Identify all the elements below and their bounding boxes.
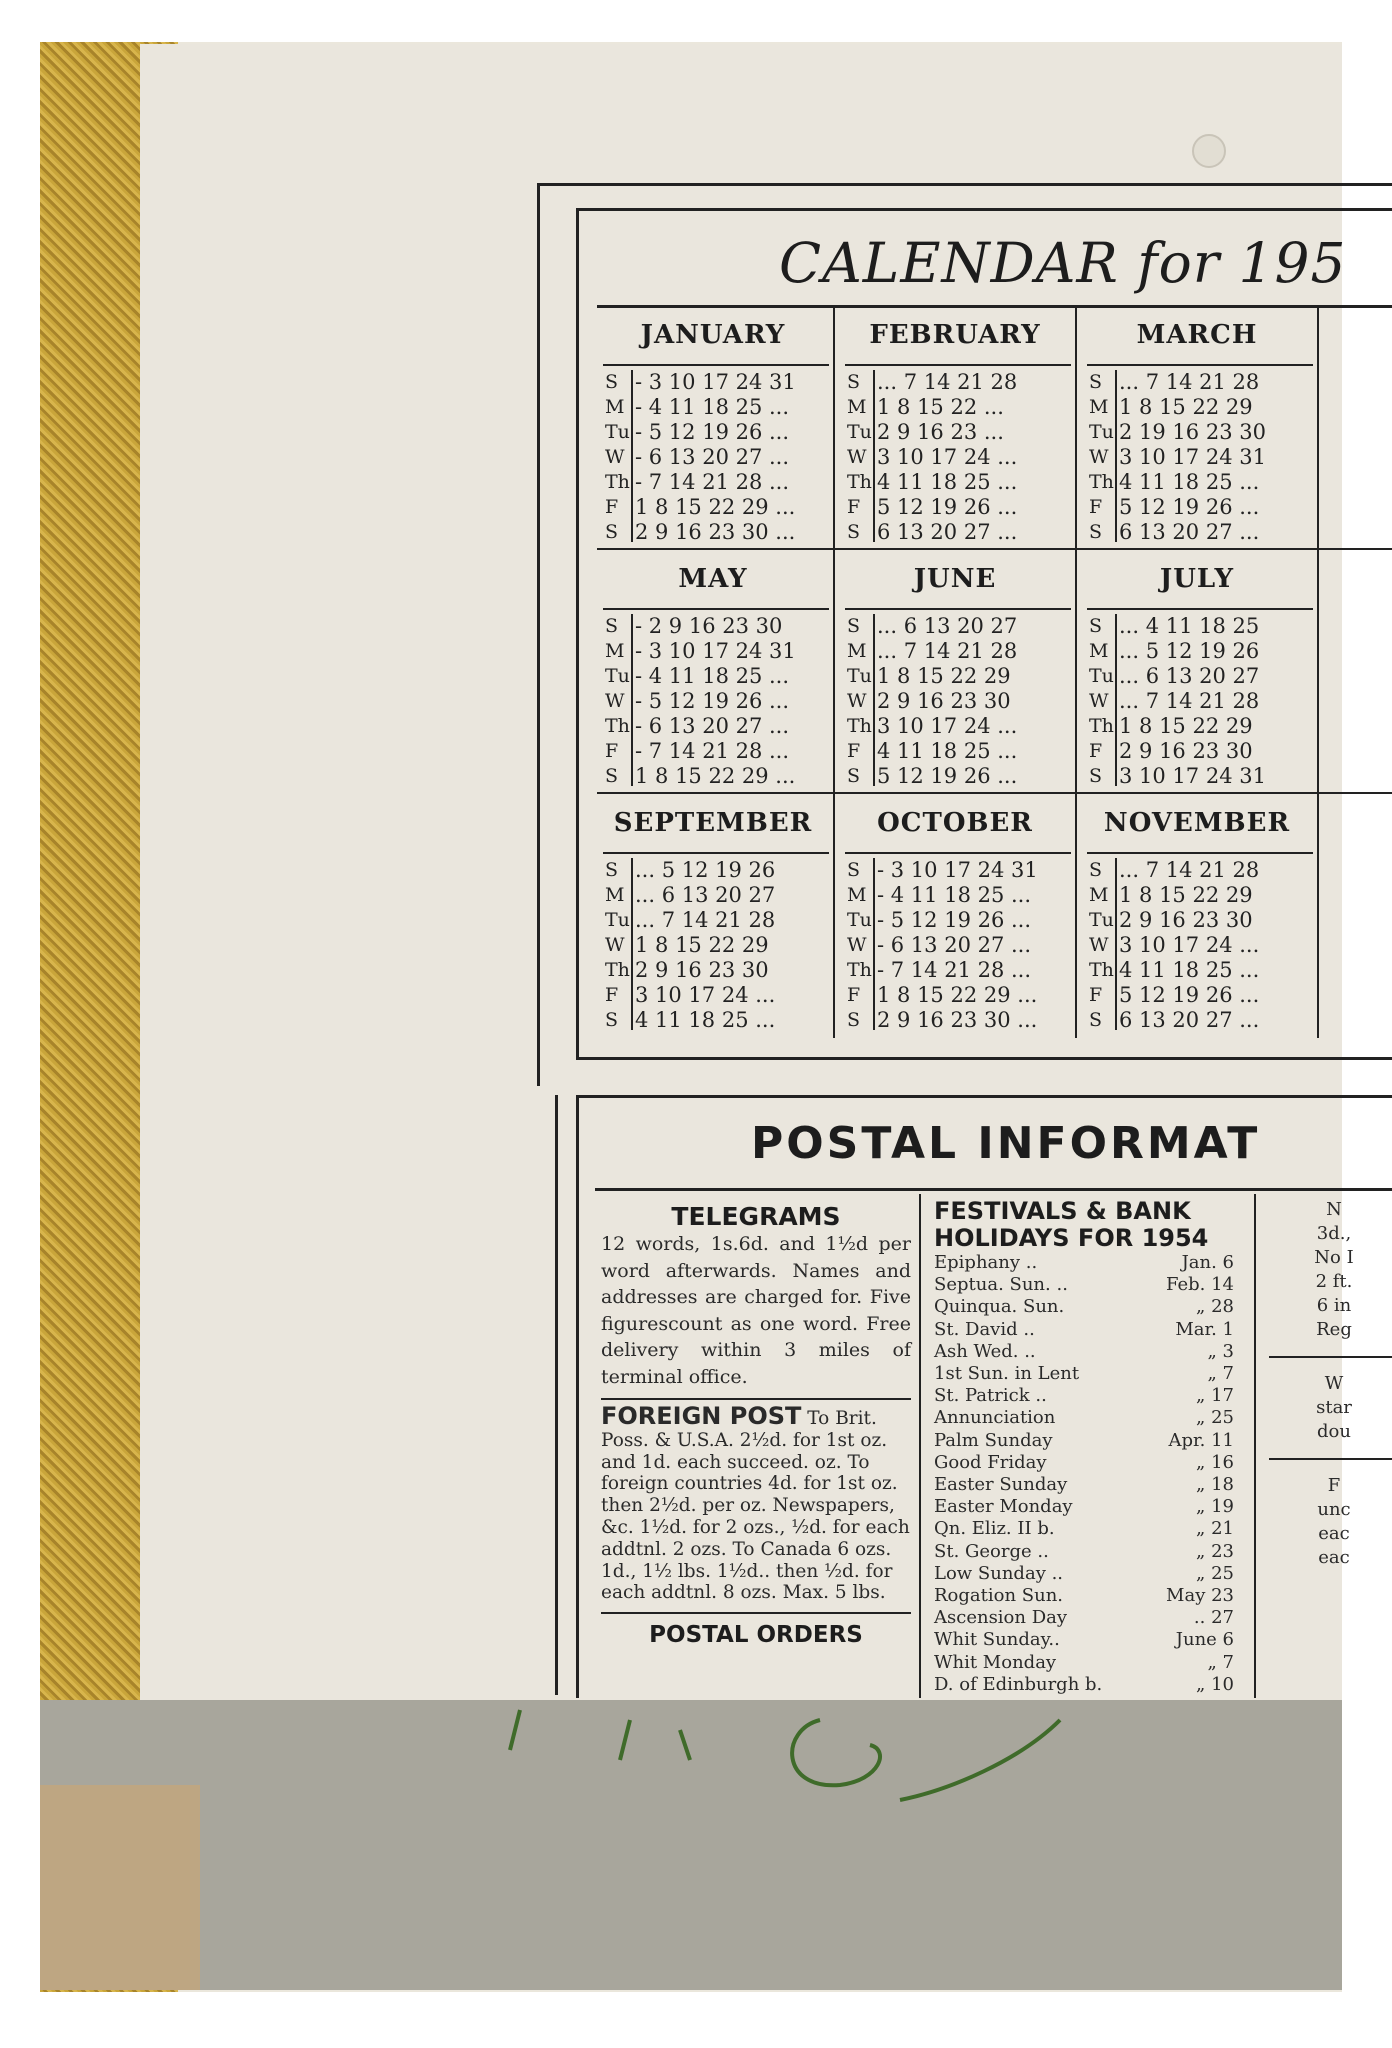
festival-name: Whit Sunday.. bbox=[934, 1629, 1060, 1651]
weekday: Th bbox=[605, 715, 630, 737]
cut-text: dou bbox=[1317, 1421, 1351, 1442]
festival-row bbox=[934, 1341, 1234, 1363]
weekday: Tu bbox=[847, 665, 872, 687]
month-table bbox=[845, 364, 1071, 546]
weekday-column bbox=[847, 614, 875, 786]
festival-date: „ 10 bbox=[1196, 1673, 1234, 1695]
weekday: Th bbox=[1089, 471, 1114, 493]
festival-row bbox=[934, 1296, 1234, 1318]
date-row: ... 7 14 21 28 bbox=[1119, 689, 1260, 713]
weekday: S bbox=[847, 521, 861, 543]
weekday: W bbox=[605, 934, 625, 956]
weekday: S bbox=[1089, 765, 1103, 787]
month-september bbox=[597, 796, 829, 1038]
date-row: ... 7 14 21 28 bbox=[1119, 858, 1260, 882]
weekday: F bbox=[1089, 984, 1103, 1006]
festival-date: Apr. 11 bbox=[1168, 1429, 1234, 1451]
weekday: W bbox=[847, 446, 867, 468]
festival-date: „ 28 bbox=[1196, 1296, 1234, 1318]
date-row: 6 13 20 27 ... bbox=[1119, 520, 1260, 544]
postal-title: POSTAL INFORMAT bbox=[751, 1118, 1261, 1169]
weekday: F bbox=[605, 496, 619, 518]
date-row: - 5 12 19 26 ... bbox=[635, 689, 790, 713]
festival-name: Rogation Sun. bbox=[934, 1585, 1064, 1607]
weekday-column bbox=[847, 370, 875, 542]
date-row: - 3 10 17 24 31 bbox=[877, 858, 1038, 882]
date-row: - 4 11 18 25 ... bbox=[635, 395, 790, 419]
date-row: 2 19 16 23 30 bbox=[1119, 420, 1266, 444]
festival-date: „ 25 bbox=[1196, 1407, 1234, 1429]
date-row: 3 10 17 24 ... bbox=[877, 714, 1018, 738]
festival-name: Annunciation bbox=[934, 1407, 1056, 1429]
date-row: - 6 13 20 27 ... bbox=[877, 933, 1032, 957]
date-rows bbox=[877, 370, 1017, 545]
foreign-post-heading: FOREIGN POST bbox=[601, 1402, 802, 1430]
date-row: - 4 11 18 25 ... bbox=[635, 664, 790, 688]
weekday: Tu bbox=[605, 421, 630, 443]
weekday: S bbox=[605, 765, 619, 787]
weekday: W bbox=[847, 934, 867, 956]
postal-column-telegrams bbox=[601, 1198, 911, 1648]
date-row: 5 12 19 26 ... bbox=[877, 495, 1018, 519]
festival-row bbox=[934, 1496, 1234, 1518]
weekday: S bbox=[847, 1009, 861, 1031]
weekday: Th bbox=[847, 715, 872, 737]
date-rows bbox=[877, 858, 1038, 1033]
calendar-title: CALENDAR for 195 bbox=[779, 231, 1347, 295]
festival-name: St. George .. bbox=[934, 1540, 1049, 1562]
weekday: F bbox=[1089, 496, 1103, 518]
date-row: - 3 10 17 24 31 bbox=[635, 370, 796, 394]
month-name: JUNE bbox=[913, 564, 997, 594]
festivals-list bbox=[934, 1252, 1234, 1696]
festival-name: Ash Wed. .. bbox=[934, 1340, 1036, 1362]
section-rule bbox=[601, 1398, 911, 1400]
date-row: - 5 12 19 26 ... bbox=[635, 420, 790, 444]
festival-date: „ 7 bbox=[1207, 1363, 1234, 1385]
cut-text-block bbox=[1269, 1372, 1392, 1444]
weekday-column bbox=[1089, 858, 1117, 1030]
festival-row bbox=[934, 1385, 1234, 1407]
month-may bbox=[597, 552, 829, 794]
date-rows bbox=[877, 614, 1017, 789]
festival-row bbox=[934, 1319, 1234, 1341]
festival-date: „ 19 bbox=[1196, 1496, 1234, 1518]
cut-text: N bbox=[1326, 1199, 1342, 1220]
month-table bbox=[845, 852, 1071, 1034]
cut-text: star bbox=[1316, 1397, 1352, 1418]
festival-name: Palm Sunday bbox=[934, 1429, 1053, 1451]
weekday: M bbox=[1089, 640, 1109, 662]
date-row: ... 6 13 20 27 bbox=[1119, 664, 1260, 688]
foreign-post-body: To Brit. Poss. & U.S.A. 2½d. for 1st oz. and 1d. each succeed. oz. To foreign countries 4d. for 1st oz. then 2½d. per oz. Newspapers, &c. 1½d. for 2 ozs., ½d. for each addtnl. 2 ozs. To Canada 6 ozs. 1d., 1½ lbs. 1½d.. then ½d. for each addtnl. 8 ozs. Max. 5 lbs. bbox=[601, 1408, 910, 1604]
festival-row bbox=[934, 1518, 1234, 1540]
cut-text: unc bbox=[1317, 1499, 1351, 1520]
festival-name: D. of Edinburgh b. bbox=[934, 1673, 1103, 1695]
weekday: F bbox=[847, 984, 861, 1006]
festival-row bbox=[934, 1252, 1234, 1274]
month-february bbox=[839, 308, 1071, 550]
weekday: Tu bbox=[605, 909, 630, 931]
date-row: - 7 14 21 28 ... bbox=[635, 470, 790, 494]
weekday: F bbox=[847, 496, 861, 518]
festival-name: Easter Monday bbox=[934, 1496, 1073, 1518]
postal-column-cut bbox=[1269, 1198, 1392, 1570]
festival-name: Epiphany .. bbox=[934, 1252, 1038, 1273]
festival-date: Feb. 14 bbox=[1165, 1274, 1234, 1296]
weekday: Th bbox=[1089, 715, 1114, 737]
weekday: S bbox=[847, 371, 861, 393]
date-row: 3 10 17 24 31 bbox=[1119, 445, 1266, 469]
weekday: M bbox=[605, 640, 625, 662]
date-row: 4 11 18 25 ... bbox=[877, 739, 1018, 763]
weekday: Tu bbox=[847, 909, 872, 931]
month-name: FEBRUARY bbox=[869, 320, 1041, 350]
weekday: Tu bbox=[1089, 665, 1114, 687]
date-row: 3 10 17 24 ... bbox=[877, 445, 1018, 469]
festival-row bbox=[934, 1585, 1234, 1607]
weekday: S bbox=[1089, 859, 1103, 881]
month-table bbox=[1087, 852, 1313, 1034]
festival-date: „ 7 bbox=[1207, 1651, 1234, 1673]
green-ink-scrawl bbox=[500, 1690, 1200, 1810]
festival-name: St. Patrick .. bbox=[934, 1385, 1047, 1407]
date-row: 4 11 18 25 ... bbox=[1119, 470, 1260, 494]
row-divider bbox=[597, 792, 1392, 794]
weekday: W bbox=[1089, 690, 1109, 712]
weekday: F bbox=[605, 984, 619, 1006]
date-row: 1 8 15 22 29 bbox=[1119, 883, 1253, 907]
cut-text: Reg bbox=[1316, 1319, 1352, 1340]
weekday: Th bbox=[1089, 959, 1114, 981]
date-rows bbox=[1119, 858, 1259, 1033]
month-table bbox=[603, 608, 829, 790]
date-row: ... 5 12 19 26 bbox=[1119, 639, 1260, 663]
calendar-grid bbox=[597, 305, 1392, 1038]
festival-name: Whit Monday bbox=[934, 1651, 1057, 1673]
festival-row bbox=[934, 1563, 1234, 1585]
festival-name: Septua. Sun. .. bbox=[934, 1274, 1068, 1296]
date-rows bbox=[635, 858, 775, 1033]
festival-row bbox=[934, 1274, 1234, 1296]
month-july bbox=[1081, 552, 1313, 794]
cut-text-block bbox=[1269, 1474, 1392, 1570]
weekday: M bbox=[847, 884, 867, 906]
festival-name: Qn. Eliz. II b. bbox=[934, 1518, 1055, 1540]
date-rows bbox=[635, 370, 796, 545]
date-row: 2 9 16 23 30 bbox=[877, 689, 1011, 713]
weekday: M bbox=[605, 884, 625, 906]
festival-date: Mar. 1 bbox=[1175, 1318, 1234, 1340]
date-row: 5 12 19 26 ... bbox=[877, 764, 1018, 788]
date-row: 3 10 17 24 ... bbox=[1119, 933, 1260, 957]
date-row: - 3 10 17 24 31 bbox=[635, 639, 796, 663]
postal-outer-rule bbox=[555, 1095, 558, 1695]
date-row: 6 13 20 27 ... bbox=[1119, 1008, 1260, 1032]
weekday: W bbox=[847, 690, 867, 712]
cut-text: 6 in bbox=[1316, 1295, 1352, 1316]
date-row: 2 9 16 23 30 ... bbox=[877, 1008, 1038, 1032]
month-name: MAY bbox=[678, 564, 748, 594]
cut-text: 2 ft. bbox=[1315, 1271, 1353, 1292]
date-rows bbox=[1119, 614, 1266, 789]
column-divider bbox=[1254, 1194, 1256, 1698]
festival-name: 1st Sun. in Lent bbox=[934, 1363, 1080, 1385]
date-row: 1 8 15 22 29 ... bbox=[635, 495, 796, 519]
postal-column-festivals bbox=[934, 1198, 1234, 1696]
festival-name: Quinqua. Sun. bbox=[934, 1296, 1065, 1318]
weekday: W bbox=[1089, 934, 1109, 956]
column-divider bbox=[833, 308, 835, 1038]
month-name: JANUARY bbox=[640, 320, 786, 350]
date-row: 6 13 20 27 ... bbox=[877, 520, 1018, 544]
column-divider bbox=[1075, 308, 1077, 1038]
weekday: S bbox=[1089, 371, 1103, 393]
column-divider bbox=[919, 1194, 921, 1698]
weekday: M bbox=[1089, 396, 1109, 418]
date-row: 1 8 15 22 ... bbox=[877, 395, 1004, 419]
calendar-box bbox=[576, 208, 1392, 1060]
festival-row bbox=[934, 1652, 1234, 1674]
postal-information-box bbox=[576, 1095, 1392, 1698]
weekday: S bbox=[605, 859, 619, 881]
weekday-column bbox=[1089, 370, 1117, 542]
weekday: Th bbox=[605, 959, 630, 981]
month-name: SEPTEMBER bbox=[613, 808, 813, 838]
weekday: S bbox=[605, 371, 619, 393]
date-row: 4 11 18 25 ... bbox=[877, 470, 1018, 494]
date-row: ... 5 12 19 26 bbox=[635, 858, 776, 882]
festival-row bbox=[934, 1452, 1234, 1474]
weekday: F bbox=[847, 740, 861, 762]
date-row: 3 10 17 24 ... bbox=[635, 983, 776, 1007]
date-row: 2 9 16 23 30 bbox=[1119, 908, 1253, 932]
month-november bbox=[1081, 796, 1313, 1038]
weekday-column bbox=[605, 370, 633, 542]
month-october bbox=[839, 796, 1071, 1038]
weekday: W bbox=[1089, 446, 1109, 468]
date-row: ... 6 13 20 27 bbox=[635, 883, 776, 907]
cut-text: W bbox=[1324, 1373, 1344, 1394]
date-row: 5 12 19 26 ... bbox=[1119, 983, 1260, 1007]
weekday-column bbox=[1089, 614, 1117, 786]
cut-text: eac bbox=[1318, 1547, 1350, 1568]
month-name: OCTOBER bbox=[877, 808, 1033, 838]
festival-date: „ 23 bbox=[1196, 1540, 1234, 1562]
weekday: W bbox=[605, 446, 625, 468]
month-table bbox=[1087, 364, 1313, 546]
festival-name: St. David .. bbox=[934, 1318, 1035, 1340]
date-row: 1 8 15 22 29 ... bbox=[877, 983, 1038, 1007]
festival-row bbox=[934, 1474, 1234, 1496]
cut-text-block bbox=[1269, 1198, 1392, 1342]
festival-date: „ 16 bbox=[1196, 1451, 1234, 1473]
weekday: Th bbox=[605, 471, 630, 493]
festival-row bbox=[934, 1430, 1234, 1452]
festival-name: Easter Sunday bbox=[934, 1474, 1068, 1496]
telegrams-heading: TELEGRAMS bbox=[671, 1202, 841, 1231]
weekday: S bbox=[847, 765, 861, 787]
column-divider bbox=[1317, 308, 1319, 1038]
festival-date: „ 3 bbox=[1207, 1340, 1234, 1362]
date-row: ... 7 14 21 28 bbox=[635, 908, 776, 932]
weekday: S bbox=[1089, 615, 1103, 637]
festival-date: May 23 bbox=[1166, 1585, 1234, 1607]
date-row: 1 8 15 22 29 bbox=[1119, 395, 1253, 419]
date-row: - 2 9 16 23 30 bbox=[635, 614, 783, 638]
festival-row bbox=[934, 1629, 1234, 1651]
date-row: 1 8 15 22 29 ... bbox=[635, 764, 796, 788]
festival-date: Jan. 6 bbox=[1181, 1252, 1234, 1273]
cut-text: F bbox=[1327, 1475, 1341, 1496]
cut-text: eac bbox=[1318, 1523, 1350, 1544]
month-name: JULY bbox=[1159, 564, 1235, 594]
weekday-column bbox=[847, 858, 875, 1030]
date-row: - 4 11 18 25 ... bbox=[877, 883, 1032, 907]
festival-date: „ 25 bbox=[1196, 1562, 1234, 1584]
weekday: Th bbox=[847, 471, 872, 493]
weekday: S bbox=[847, 615, 861, 637]
row-divider bbox=[597, 548, 1392, 550]
date-row: ... 6 13 20 27 bbox=[877, 614, 1018, 638]
weekday: S bbox=[1089, 521, 1103, 543]
date-row: 4 11 18 25 ... bbox=[1119, 958, 1260, 982]
cut-text: 3d., bbox=[1316, 1223, 1352, 1244]
date-rows bbox=[635, 614, 796, 789]
weekday-column bbox=[605, 614, 633, 786]
weekday: M bbox=[1089, 884, 1109, 906]
date-row: 3 10 17 24 31 bbox=[1119, 764, 1266, 788]
festival-row bbox=[934, 1541, 1234, 1563]
section-rule bbox=[1269, 1458, 1392, 1460]
worn-corner bbox=[40, 1785, 200, 1990]
weekday: S bbox=[1089, 1009, 1103, 1031]
weekday: M bbox=[847, 396, 867, 418]
weekday: F bbox=[1089, 740, 1103, 762]
weekday: S bbox=[605, 1009, 619, 1031]
date-row: - 6 13 20 27 ... bbox=[635, 445, 790, 469]
weekday: Th bbox=[847, 959, 872, 981]
cut-text: No I bbox=[1314, 1247, 1354, 1268]
date-row: 2 9 16 23 ... bbox=[877, 420, 1004, 444]
date-row: 5 12 19 26 ... bbox=[1119, 495, 1260, 519]
date-row: ... 4 11 18 25 bbox=[1119, 614, 1260, 638]
festival-date: .. 27 bbox=[1193, 1607, 1234, 1629]
date-row: 1 8 15 22 29 bbox=[635, 933, 769, 957]
weekday: W bbox=[605, 690, 625, 712]
date-row: 4 11 18 25 ... bbox=[635, 1008, 776, 1032]
date-row: 2 9 16 23 30 bbox=[635, 958, 769, 982]
foreign-post-text bbox=[601, 1402, 911, 1604]
weekday: M bbox=[605, 396, 625, 418]
month-table bbox=[845, 608, 1071, 790]
festival-name: Good Friday bbox=[934, 1451, 1047, 1473]
weekday: Tu bbox=[1089, 421, 1114, 443]
postal-title-rule bbox=[595, 1188, 1392, 1191]
date-row: 1 8 15 22 29 bbox=[877, 664, 1011, 688]
weekday-column bbox=[605, 858, 633, 1030]
date-row: ... 7 14 21 28 bbox=[1119, 370, 1260, 394]
weekday: Tu bbox=[1089, 909, 1114, 931]
month-table bbox=[603, 364, 829, 546]
weekday: M bbox=[847, 640, 867, 662]
date-row: - 6 13 20 27 ... bbox=[635, 714, 790, 738]
weekday: S bbox=[847, 859, 861, 881]
festival-name: Low Sunday .. bbox=[934, 1562, 1064, 1584]
date-rows bbox=[1119, 370, 1266, 545]
date-row: - 7 14 21 28 ... bbox=[877, 958, 1032, 982]
postal-orders-heading: POSTAL ORDERS bbox=[649, 1622, 863, 1649]
festival-date: „ 17 bbox=[1196, 1385, 1234, 1407]
month-march bbox=[1081, 308, 1313, 550]
month-table bbox=[603, 852, 829, 1034]
date-row: 2 9 16 23 30 bbox=[1119, 739, 1253, 763]
festival-date: „ 21 bbox=[1196, 1518, 1234, 1540]
month-name: MARCH bbox=[1136, 320, 1258, 350]
punched-hole bbox=[1192, 134, 1226, 168]
weekday: S bbox=[605, 615, 619, 637]
date-row: - 7 14 21 28 ... bbox=[635, 739, 790, 763]
month-name: NOVEMBER bbox=[1103, 808, 1291, 838]
date-row: 1 8 15 22 29 bbox=[1119, 714, 1253, 738]
festival-row bbox=[934, 1407, 1234, 1429]
date-row: 2 9 16 23 30 ... bbox=[635, 520, 796, 544]
date-row: - 5 12 19 26 ... bbox=[877, 908, 1032, 932]
month-january bbox=[597, 308, 829, 550]
festival-row bbox=[934, 1363, 1234, 1385]
month-table bbox=[1087, 608, 1313, 790]
telegrams-text: 12 words, 1s.6d. and 1½d per word afterwards. Names and addresses are charged for. Five figurescount as one word. Free delivery within 3 miles of terminal office. bbox=[601, 1233, 911, 1388]
festival-name: Ascension Day bbox=[934, 1607, 1068, 1629]
weekday: Tu bbox=[847, 421, 872, 443]
weekday: Tu bbox=[605, 665, 630, 687]
date-row: ... 7 14 21 28 bbox=[877, 639, 1018, 663]
weekday: F bbox=[605, 740, 619, 762]
festivals-heading: FESTIVALS & BANK HOLIDAYS FOR 1954 bbox=[934, 1197, 1209, 1252]
weekday: S bbox=[605, 521, 619, 543]
section-rule bbox=[1269, 1356, 1392, 1358]
festival-date: „ 18 bbox=[1196, 1474, 1234, 1496]
section-rule bbox=[601, 1612, 911, 1614]
date-row: ... 7 14 21 28 bbox=[877, 370, 1018, 394]
month-june bbox=[839, 552, 1071, 794]
festival-row bbox=[934, 1607, 1234, 1629]
festival-date: June 6 bbox=[1175, 1629, 1234, 1651]
